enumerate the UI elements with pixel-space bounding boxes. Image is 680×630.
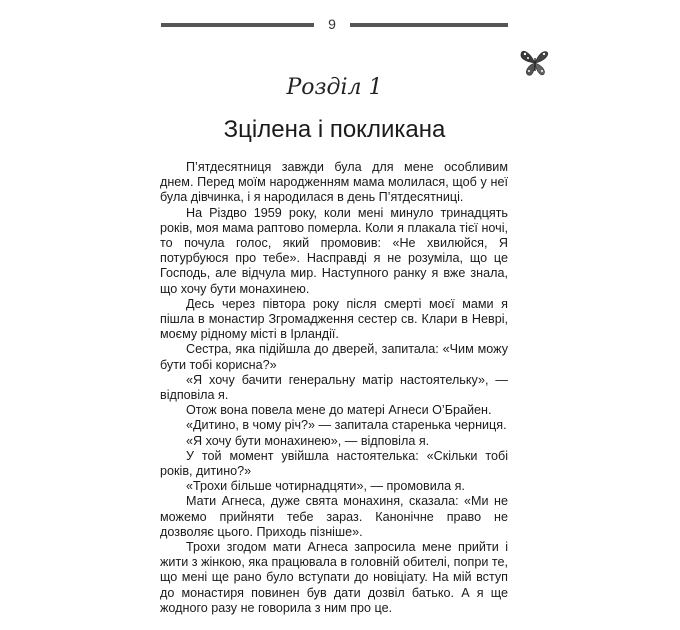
paragraph: Сестра, яка підійшла до дверей, запитала: «Чим можу бути тобі корисна?» [160, 342, 508, 372]
paragraph: Десь через півтора року після смерті моєї мами я пішла в монастир Згромадження сестер св. Клари в Неврі, моєму рідному місті в Ірландії. [160, 296, 508, 342]
paragraph: Трохи згодом мати Агнеса запросила мене прийти і жити з жінкою, яка працювала в головній обителі, попри те, що мені ще рано було вступати до новіціату. На мій вступ до монастиря повинен був дати дозвіл батько. А я ще жодного разу не говорила з ним про це. [160, 540, 508, 615]
paragraph: У той момент увійшла настоятелька: «Скільки тобі років, дитино?» [160, 448, 508, 479]
butterfly-icon [518, 46, 552, 80]
paragraph: Мати Агнеса, дуже свята монахиня, сказала: «Ми не можемо прийняти тебе зараз. Канонічне право не дозволяє цього. Приходь пізніше». [160, 494, 508, 539]
chapter-title: Зцілена і покликана [223, 116, 446, 143]
paragraph: «Я хочу бачити генеральну матір настоятельку», — відповіла я. [160, 372, 508, 403]
header-rule-left [161, 23, 314, 27]
paragraph: «Дитино, в чому річ?» — запитала старенька черниця. [186, 418, 507, 433]
header-rule-right [350, 23, 508, 27]
chapter-label: Розділ 1 [286, 75, 383, 100]
paragraph: «Трохи більше чотирнадцяти», — промовила я. [186, 479, 465, 494]
body-text [160, 160, 508, 616]
paragraph: Отож вона повела мене до матері Агнеси О’Брайен. [186, 403, 492, 418]
paragraph: П’ятдесятниця завжди була для мене особливим днем. Перед моїм народженням мама молилася, щоб у неї була дівчинка, і я народилася в день П’ятдесятниці. [160, 160, 508, 205]
page-number: 9 [328, 16, 336, 32]
paragraph: На Різдво 1959 року, коли мені минуло тринадцять років, моя мама раптово померла. Коли я плакала тієї ночі, то почула голос, який промовив: «Не хвилюйся, Я потурбуюся про тебе». Насправді я не розуміла, що це Господь, але відчула мир. Наступного ранку я вже знала, що хочу бути монахинею. [160, 205, 508, 296]
paragraph: «Я хочу бути монахинею», — відповіла я. [186, 433, 430, 448]
